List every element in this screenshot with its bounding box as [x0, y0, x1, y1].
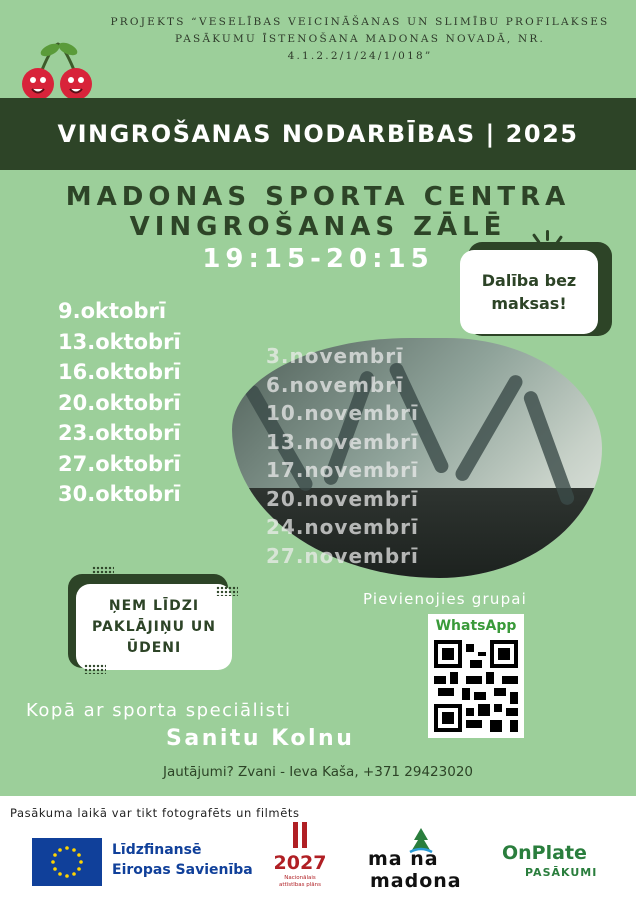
badge-line: Dalība bez	[481, 271, 577, 290]
date-item: 3.novembrī	[266, 344, 404, 368]
madona-logo-top: ma na	[368, 848, 439, 870]
date-item: 6.novembrī	[266, 372, 404, 397]
bring-mat-badge	[76, 584, 232, 670]
onplate-logo: OnPlate	[502, 842, 587, 864]
qr-code-icon[interactable]	[434, 640, 518, 732]
date-item: 20.oktobrī	[58, 390, 181, 415]
date-item: 24.novembrī	[266, 515, 419, 539]
project-description	[100, 14, 620, 65]
venue-line: MADONAS SPORTA CENTRA	[65, 182, 571, 212]
specialist-text: Kopā ar sporta speciālisti	[26, 700, 292, 721]
decor-dots	[92, 566, 114, 576]
date-item: 23.oktobrī	[58, 421, 181, 445]
plan-2027-number: 2027	[273, 852, 327, 874]
date-item: 30.oktobrī	[58, 482, 181, 506]
plan-2027-subtitle	[268, 875, 332, 889]
plan-line: attīstības plāns	[279, 882, 321, 888]
date-item: 13.novembrī	[266, 429, 419, 454]
date-item: 13.oktobrī	[58, 329, 181, 354]
onplate-subtitle: PASĀKUMI	[525, 866, 598, 879]
badge-line: ŪDENI	[126, 639, 182, 656]
free-participation-badge	[460, 250, 598, 334]
decor-dots	[216, 586, 238, 596]
project-line: PROJEKTS “VESELĪBAS VEICINĀŠANAS UN SLIMĪBU PROFILAKSES	[110, 16, 610, 28]
date-item: 27.oktobrī	[58, 451, 181, 476]
plan-line: Nacionālais	[284, 875, 316, 881]
october-dates	[58, 296, 181, 510]
eu-flag-icon	[32, 838, 102, 886]
sparkle-icon	[546, 230, 549, 241]
eu-line: Eiropas Savienība	[112, 862, 253, 878]
whatsapp-label: WhatsApp	[435, 618, 517, 634]
date-item: 17.novembrī	[266, 458, 419, 482]
badge-line: maksas!	[491, 294, 567, 313]
decor-dots	[84, 664, 106, 674]
madona-logo-bottom: madona	[370, 870, 462, 892]
badge-line: ŅEM LĪDZI	[108, 597, 200, 614]
date-item: 27.novembrī	[266, 543, 419, 568]
badge-line: PAKLĀJIŅU UN	[92, 618, 216, 635]
plan-2027-bars-icon	[290, 820, 310, 850]
join-group-text: Pievienojies grupai	[362, 590, 528, 608]
venue-line: VINGROŠANAS ZĀLĒ	[129, 212, 507, 242]
specialist-name: Sanitu Kolnu	[166, 726, 355, 751]
date-item: 10.novembrī	[266, 401, 419, 425]
eu-line: Līdzfinansē	[112, 842, 202, 858]
figure-silhouette	[453, 373, 525, 484]
photo-notice: Pasākuma laikā var tikt fotografēts un filmēts	[10, 806, 300, 820]
date-item: 20.novembrī	[266, 486, 419, 511]
session-time: 19:15-20:15	[202, 244, 434, 274]
date-item: 16.oktobrī	[58, 360, 181, 384]
november-dates	[266, 342, 419, 570]
eu-cofinanced-label	[112, 840, 253, 880]
project-line: PASĀKUMU ĪSTENOŠANA MADONAS NOVADĀ, NR.	[174, 33, 546, 45]
contact-info: Jautājumi? Zvani - Ieva Kaša, +371 29423020	[162, 764, 473, 780]
date-item: 9.oktobrī	[58, 299, 167, 323]
project-line: 4.1.2.2/1/24/1/018”	[287, 50, 433, 62]
banner-title: VINGROŠANAS NODARBĪBAS | 2025	[57, 120, 579, 148]
